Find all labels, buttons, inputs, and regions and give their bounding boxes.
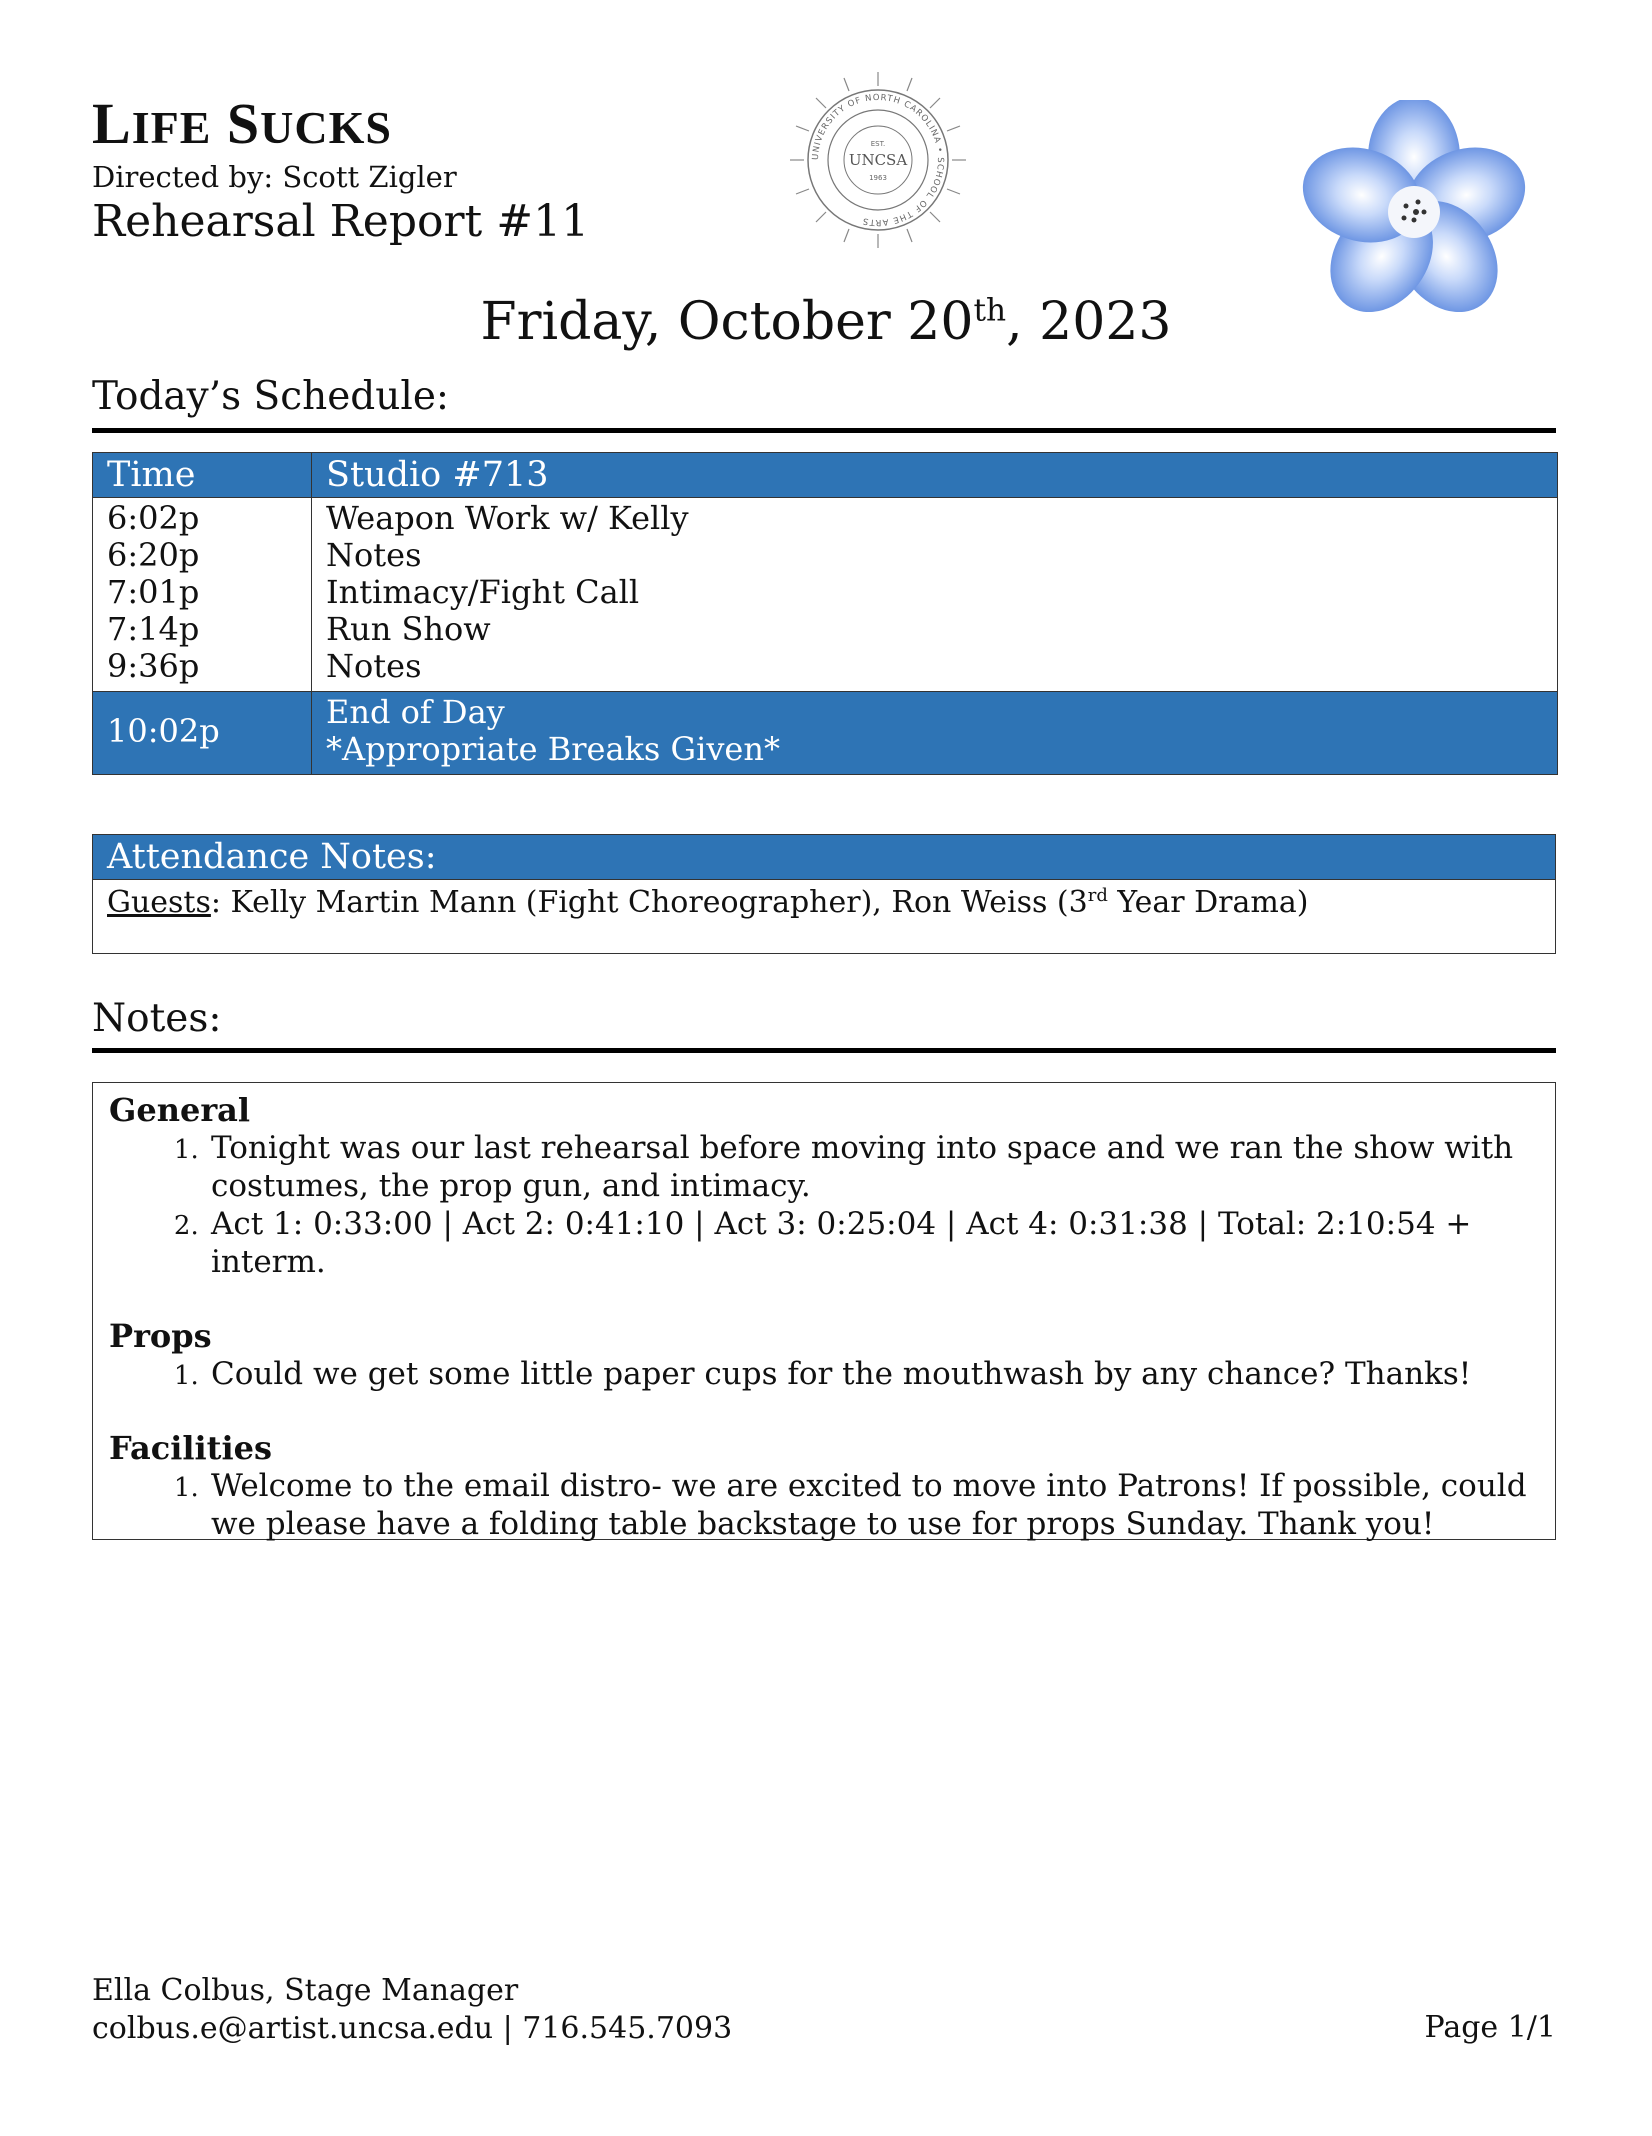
schedule-activities [312, 498, 1558, 692]
facilities-heading: Facilities [109, 1429, 272, 1467]
facilities-list [109, 1467, 1539, 1543]
activity-cell: Weapon Work w/ Kelly [326, 499, 689, 537]
attendance-box [92, 834, 1556, 954]
footer-contact [92, 1972, 732, 2048]
director-line: Directed by: Scott Zigler [92, 160, 457, 194]
list-item: 1. Tonight was our last rehearsal before moving into space and we ran the show with costumes, the prop gun, and intimacy. [207, 1129, 1539, 1205]
end-of-day: End of Day [326, 693, 505, 731]
schedule-divider [92, 428, 1556, 433]
uncsa-seal-logo [788, 70, 968, 250]
general-list [109, 1129, 1539, 1281]
activity-cell: Intimacy/Fight Call [326, 573, 640, 611]
activity-cell: Run Show [326, 610, 491, 648]
schedule-end-row [93, 692, 1558, 775]
list-item: 1. Could we get some little paper cups for the mouthwash by any chance? Thanks! [207, 1355, 1539, 1393]
props-heading: Props [109, 1317, 212, 1355]
end-time-cell: 10:02p [93, 692, 312, 775]
schedule-section-title: Today’s Schedule: [92, 374, 450, 419]
attendance-guests: Guests: Kelly Martin Mann (Fight Choreographer), Ron Weiss (3rd Year Drama) [107, 885, 1309, 920]
report-date: Friday, October 20th, 2023 [480, 292, 1172, 352]
seal-name: UNCSA [848, 151, 908, 169]
time-cell: 9:36p [107, 647, 200, 685]
activity-cell: Notes [326, 647, 422, 685]
col-header-time: Time [93, 453, 312, 498]
schedule-times [93, 498, 312, 692]
activity-cell: Notes [326, 536, 422, 574]
seal-est: EST. [870, 140, 886, 148]
schedule-body-row [93, 498, 1558, 692]
props-list [109, 1355, 1539, 1393]
list-item: 2. Act 1: 0:33:00 | Act 2: 0:41:10 | Act 3: 0:25:04 | Act 4: 0:31:38 | Total: 2:10:54 + interm. [207, 1205, 1539, 1281]
time-cell: 6:02p [107, 499, 200, 537]
schedule-header-row [93, 453, 1558, 498]
breaks-note: *Appropriate Breaks Given* [326, 730, 780, 768]
time-cell: 6:20p [107, 536, 200, 574]
time-cell: 7:01p [107, 573, 200, 611]
notes-box [92, 1082, 1556, 1540]
contact-info: colbus.e@artist.uncsa.edu | 716.545.7093 [92, 2011, 733, 2046]
col-header-location: Studio #713 [312, 453, 1558, 498]
end-activity-cell [312, 692, 1558, 775]
report-title: Rehearsal Report #11 [92, 196, 590, 247]
schedule-table [92, 452, 1558, 775]
seal-year: 1963 [869, 174, 887, 182]
notes-divider [92, 1048, 1556, 1053]
page-number: Page 1/1 [1424, 2010, 1556, 2045]
general-heading: General [109, 1091, 251, 1129]
show-title: LIFE SUCKS [92, 91, 392, 156]
seal-ring-text: UNIVERSITY OF NORTH CAROLINA • SCHOOL OF THE ARTS [810, 92, 946, 228]
stage-manager-name: Ella Colbus, Stage Manager [92, 1973, 519, 2008]
notes-section-title: Notes: [92, 996, 222, 1041]
time-cell: 7:14p [107, 610, 200, 648]
list-item: 1. Welcome to the email distro- we are excited to move into Patrons! If possible, could we please have a folding table backstage to use for props Sunday. Thank you! [207, 1467, 1539, 1543]
attendance-title: Attendance Notes: [93, 835, 1555, 880]
